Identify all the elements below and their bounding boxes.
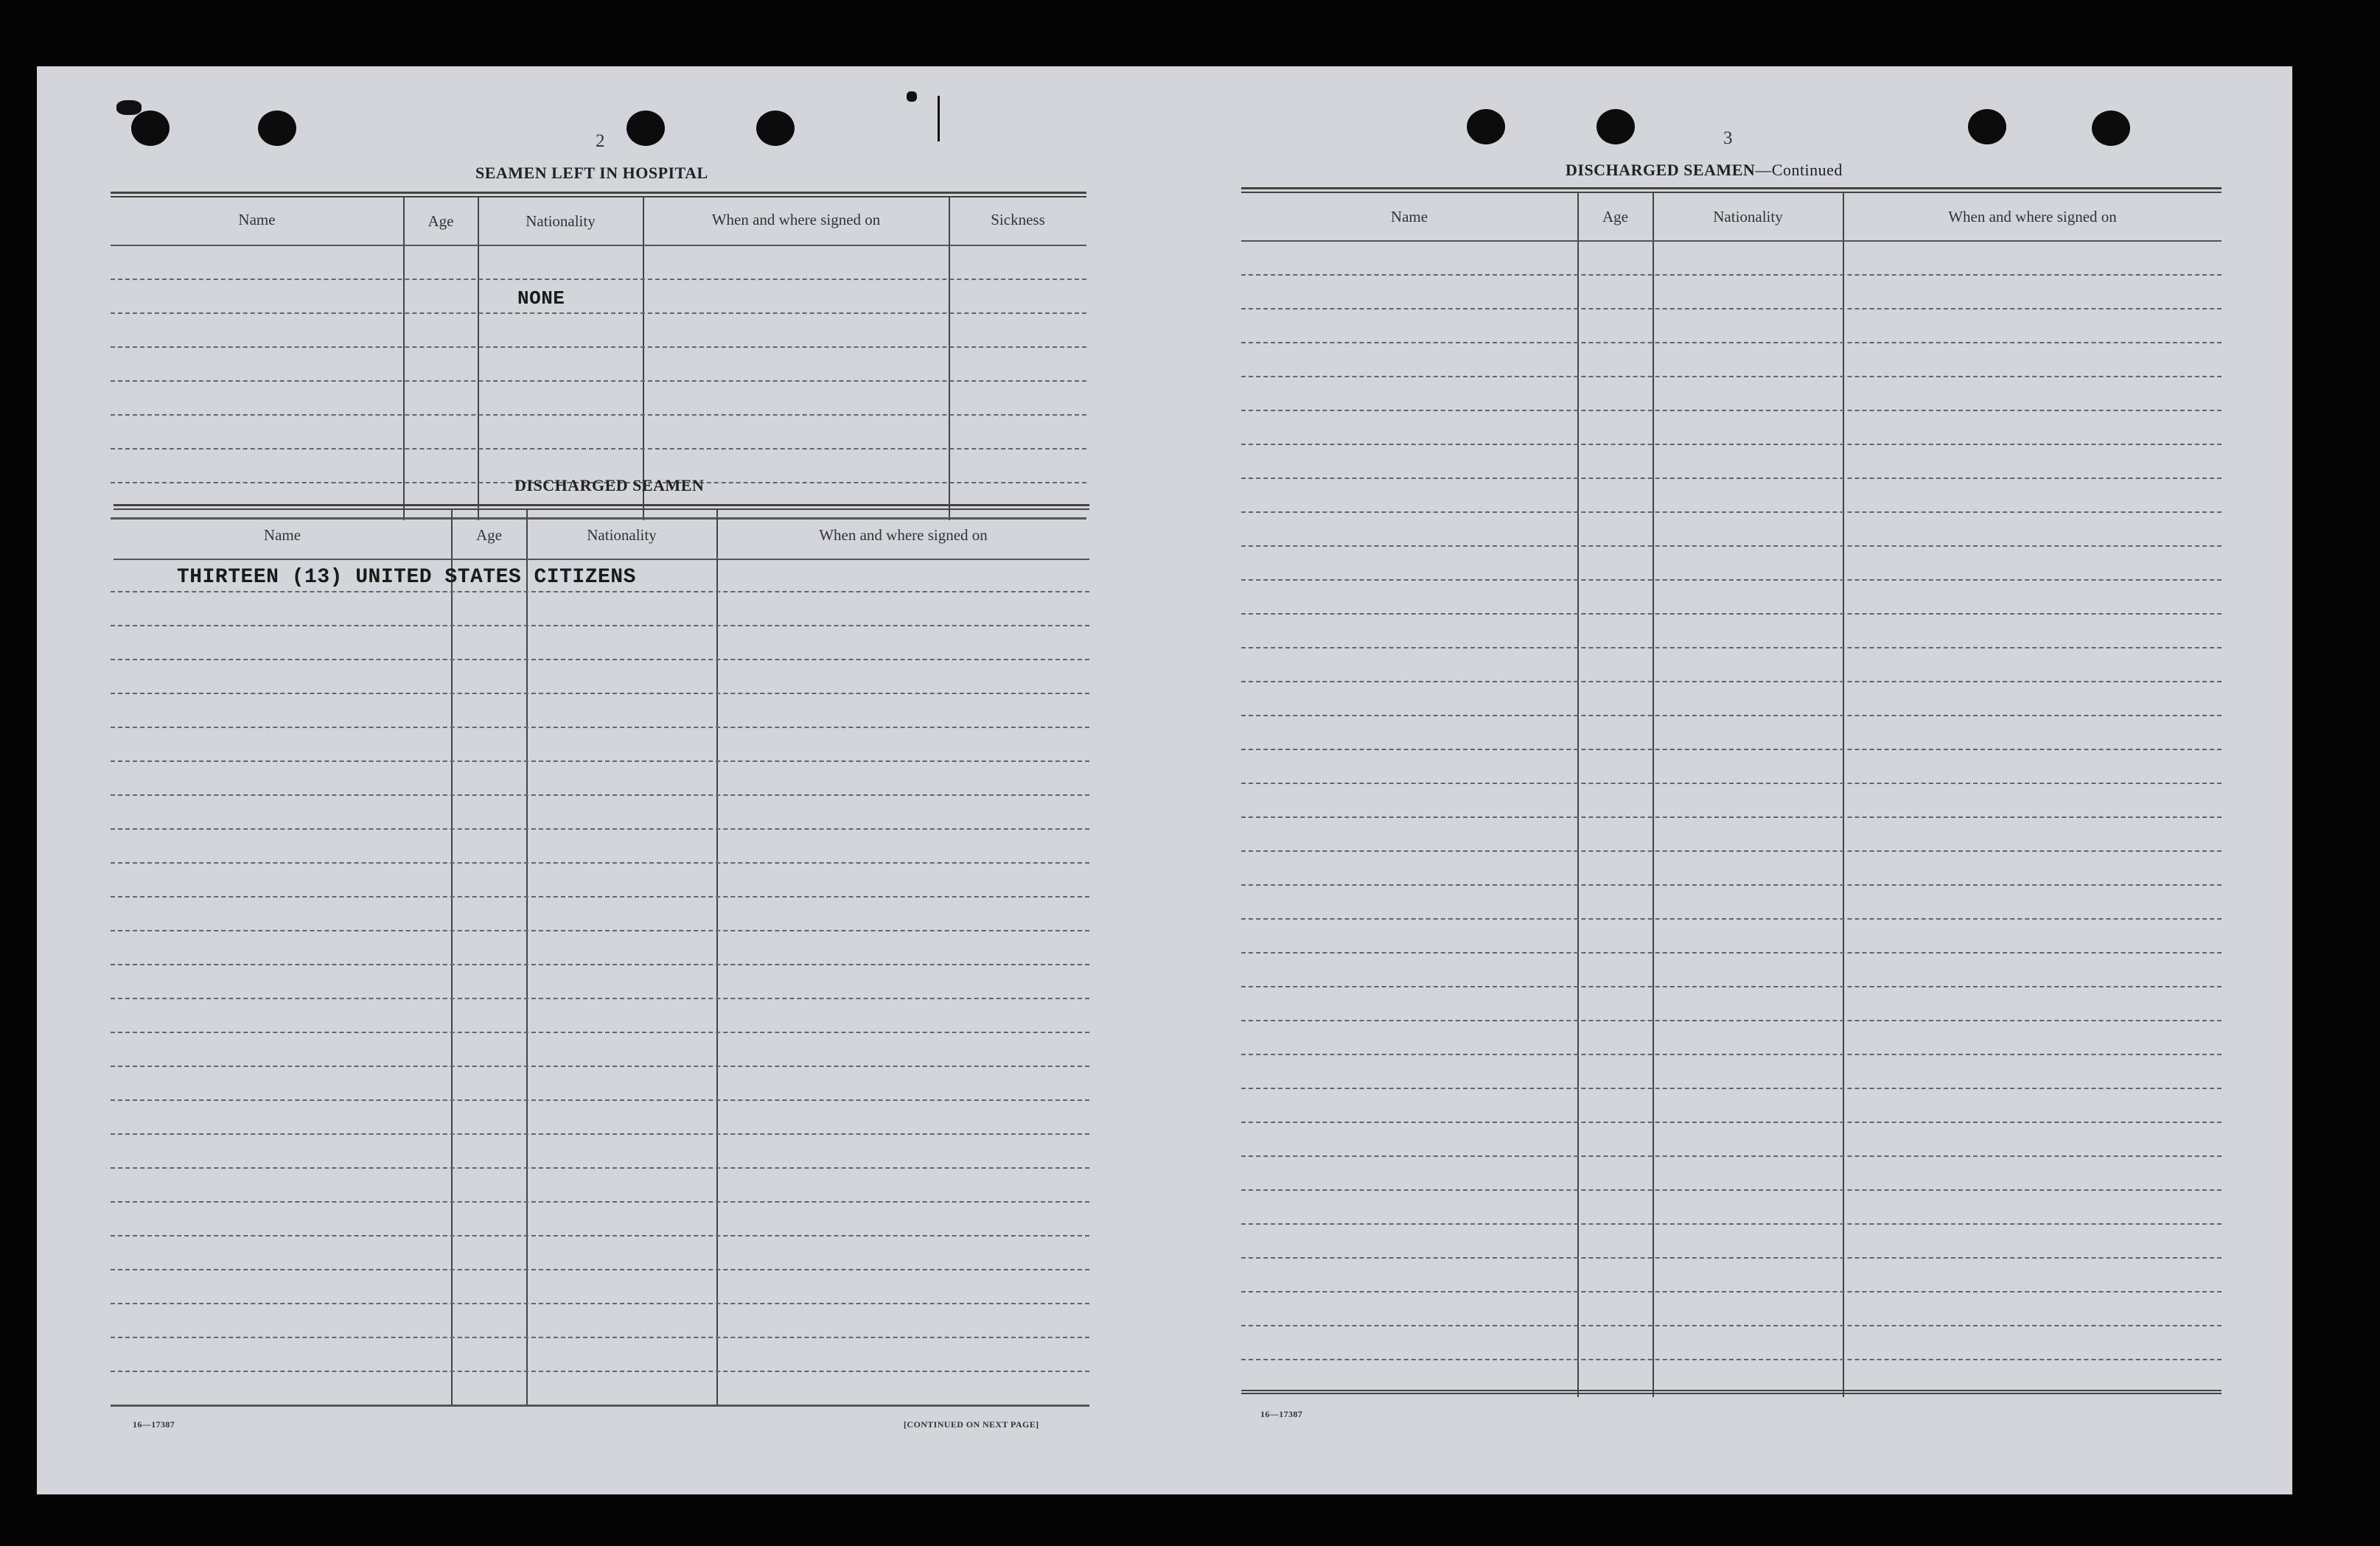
column-header-nationality: Nationality (526, 212, 596, 230)
column-header-sickness: Sickness (991, 211, 1045, 228)
row-line (1241, 410, 2222, 411)
row-line (111, 591, 1089, 592)
row-line (1241, 749, 2222, 750)
row-line (1241, 884, 2222, 886)
column-header-name: Name (238, 211, 276, 228)
row-line (111, 625, 1089, 626)
header-underline (114, 559, 1089, 560)
punch-hole (756, 111, 795, 146)
section-title: DISCHARGED SEAMEN (514, 476, 705, 494)
row-line (1241, 1359, 2222, 1360)
row-line (1241, 376, 2222, 377)
table-top-rule (111, 192, 1086, 197)
punch-hole (627, 111, 665, 146)
column-header-age: Age (476, 526, 502, 544)
column-divider (1653, 193, 1654, 1397)
row-line (1241, 681, 2222, 682)
punch-hole (1467, 109, 1505, 144)
row-line (1241, 478, 2222, 479)
row-line (1241, 850, 2222, 852)
row-line (111, 414, 1086, 416)
row-line (1241, 308, 2222, 309)
row-line (1241, 1122, 2222, 1123)
column-header-when-where: When and where signed on (1948, 208, 2117, 225)
column-header-age: Age (1602, 208, 1628, 225)
row-line (111, 1066, 1089, 1067)
row-line (111, 1167, 1089, 1169)
row-line (111, 1099, 1089, 1101)
section-title-main: DISCHARGED SEAMEN (1566, 161, 1756, 179)
row-line (1241, 918, 2222, 920)
discharged-entry: THIRTEEN (13) UNITED STATES CITIZENS (177, 566, 636, 589)
row-line (1241, 1020, 2222, 1021)
row-line (1241, 1088, 2222, 1089)
punch-hole (2092, 111, 2130, 146)
row-line (111, 659, 1089, 660)
row-line (1241, 1189, 2222, 1191)
row-line (111, 1371, 1089, 1372)
row-line (1241, 545, 2222, 547)
row-line (111, 448, 1086, 450)
ink-mark (907, 91, 917, 102)
row-line (111, 1032, 1089, 1033)
row-line (111, 862, 1089, 864)
row-line (111, 380, 1086, 382)
continued-note: [CONTINUED ON NEXT PAGE] (904, 1419, 1039, 1430)
row-line (111, 312, 1086, 314)
row-line (111, 1303, 1089, 1304)
row-line (1241, 715, 2222, 716)
row-line (111, 1235, 1089, 1237)
row-line (1241, 1155, 2222, 1157)
column-header-nationality: Nationality (587, 526, 657, 544)
page-number: 2 (596, 131, 605, 151)
row-line (111, 794, 1089, 796)
row-line (111, 930, 1089, 931)
header-underline (1241, 240, 2222, 242)
row-line (1241, 444, 2222, 445)
row-line (111, 279, 1086, 280)
section-title: SEAMEN LEFT IN HOSPITAL (475, 164, 708, 182)
row-line (1241, 579, 2222, 581)
punch-hole (258, 111, 296, 146)
row-line (1241, 986, 2222, 987)
row-line (1241, 1291, 2222, 1293)
row-line (111, 964, 1089, 965)
row-line (111, 693, 1089, 694)
row-line (111, 727, 1089, 728)
row-line (111, 1201, 1089, 1203)
column-divider (451, 510, 453, 1406)
punch-hole (1596, 109, 1635, 144)
document-sheet (37, 66, 2292, 1494)
row-line (111, 828, 1089, 830)
column-header-name: Name (263, 526, 301, 544)
form-number: 16—17387 (133, 1419, 175, 1430)
column-divider (716, 510, 718, 1406)
column-header-when-where: When and where signed on (819, 526, 988, 544)
table-bottom-rule (111, 1405, 1089, 1407)
row-line (1241, 511, 2222, 513)
row-line (1241, 816, 2222, 818)
column-divider (1843, 193, 1844, 1397)
row-line (1241, 783, 2222, 784)
row-line (1241, 1257, 2222, 1259)
row-line (111, 346, 1086, 348)
punch-hole (1968, 109, 2006, 144)
row-line (1241, 274, 2222, 276)
row-line (111, 760, 1089, 762)
column-divider (1577, 193, 1579, 1397)
column-divider (526, 510, 528, 1406)
table-bottom-rule (111, 517, 1086, 520)
row-line (111, 998, 1089, 999)
row-line (1241, 1223, 2222, 1225)
row-line (1241, 1325, 2222, 1326)
ink-mark (938, 96, 940, 141)
page-number: 3 (1723, 128, 1733, 148)
table-bottom-rule (1241, 1390, 2222, 1394)
table-top-rule (1241, 187, 2222, 193)
row-line (1241, 1054, 2222, 1055)
row-line (1241, 613, 2222, 615)
punch-hole (131, 111, 170, 146)
header-underline (111, 245, 1086, 246)
ink-mark (116, 100, 142, 115)
table-top-rule (114, 504, 1089, 510)
row-line (111, 1337, 1089, 1338)
row-line (1241, 647, 2222, 648)
section-title (1566, 161, 1843, 180)
section-title-suffix: —Continued (1755, 161, 1843, 179)
row-line (111, 1133, 1089, 1135)
form-number: 16—17387 (1260, 1409, 1303, 1419)
column-header-when-where: When and where signed on (711, 211, 881, 228)
column-header-name: Name (1390, 208, 1428, 225)
row-line (1241, 952, 2222, 954)
hospital-entry: NONE (517, 287, 565, 309)
column-header-nationality: Nationality (1713, 208, 1783, 225)
row-line (111, 1269, 1089, 1270)
row-line (111, 896, 1089, 898)
row-line (1241, 342, 2222, 343)
column-header-age: Age (428, 212, 454, 230)
